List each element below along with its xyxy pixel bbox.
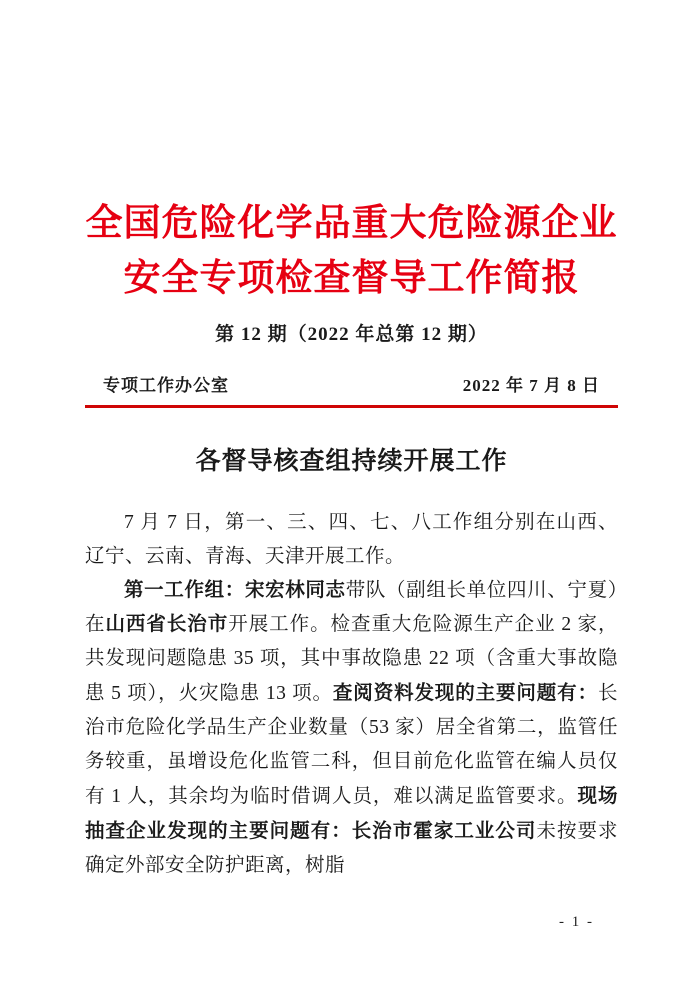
emphasis-text: 现场抽查企业发现的主要问题有：: [85, 785, 618, 842]
emphasis-text: 第一工作组：: [124, 580, 245, 601]
issuing-office: 专项工作办公室: [103, 376, 229, 395]
emphasis-text: 宋宏林同志: [244, 580, 346, 601]
body-run: 开展工作。检查重大危险源生产企业 2 家，共发现问题隐患 35 项，其中事故隐患 22 项（含重大事故隐患 5 项），火灾隐患 13 项。: [85, 614, 618, 704]
body-run: 长治市危险化学品生产企业数量（53 家）居全省第二，监管任务较重，虽增设危化监管二科，但目前危化监管在编人员仅有 1 人，其余均为临时借调人员，难以满足监管要求。: [85, 683, 618, 807]
issue-number-line: 第 12 期（2022 年总第 12 期）: [215, 324, 488, 345]
bulletin-title-line2: 安全专项检查督导工作简报: [123, 258, 580, 299]
emphasis-text: 山西省长治市: [105, 614, 229, 635]
body-paragraph: [85, 574, 618, 883]
bulletin-title-line1: 全国危险化学品重大危险源企业: [85, 203, 618, 244]
issue-date: 2022 年 7 月 8 日: [462, 376, 600, 395]
body-run: 7 月 7 日，第一、三、四、七、八工作组分别在山西、辽宁、云南、青海、天津开展工作。: [85, 512, 618, 567]
emphasis-text: 查阅资料发现的主要问题有：: [332, 682, 598, 704]
article-heading: 各督导核查组持续开展工作: [195, 448, 508, 475]
article-body: [85, 506, 618, 883]
page-number: - 1 -: [559, 914, 594, 930]
body-run: 未按要求确定外部安全防护距离，树脂: [85, 821, 618, 876]
page-content: [85, 0, 618, 883]
body-run: 带队（副组长单位四川、宁夏）在: [85, 580, 618, 635]
bulletin-title: [85, 196, 618, 306]
body-paragraph: [85, 506, 618, 574]
masthead-info-row: [85, 371, 618, 408]
emphasis-text: 长治市霍家工业公司: [351, 821, 537, 842]
